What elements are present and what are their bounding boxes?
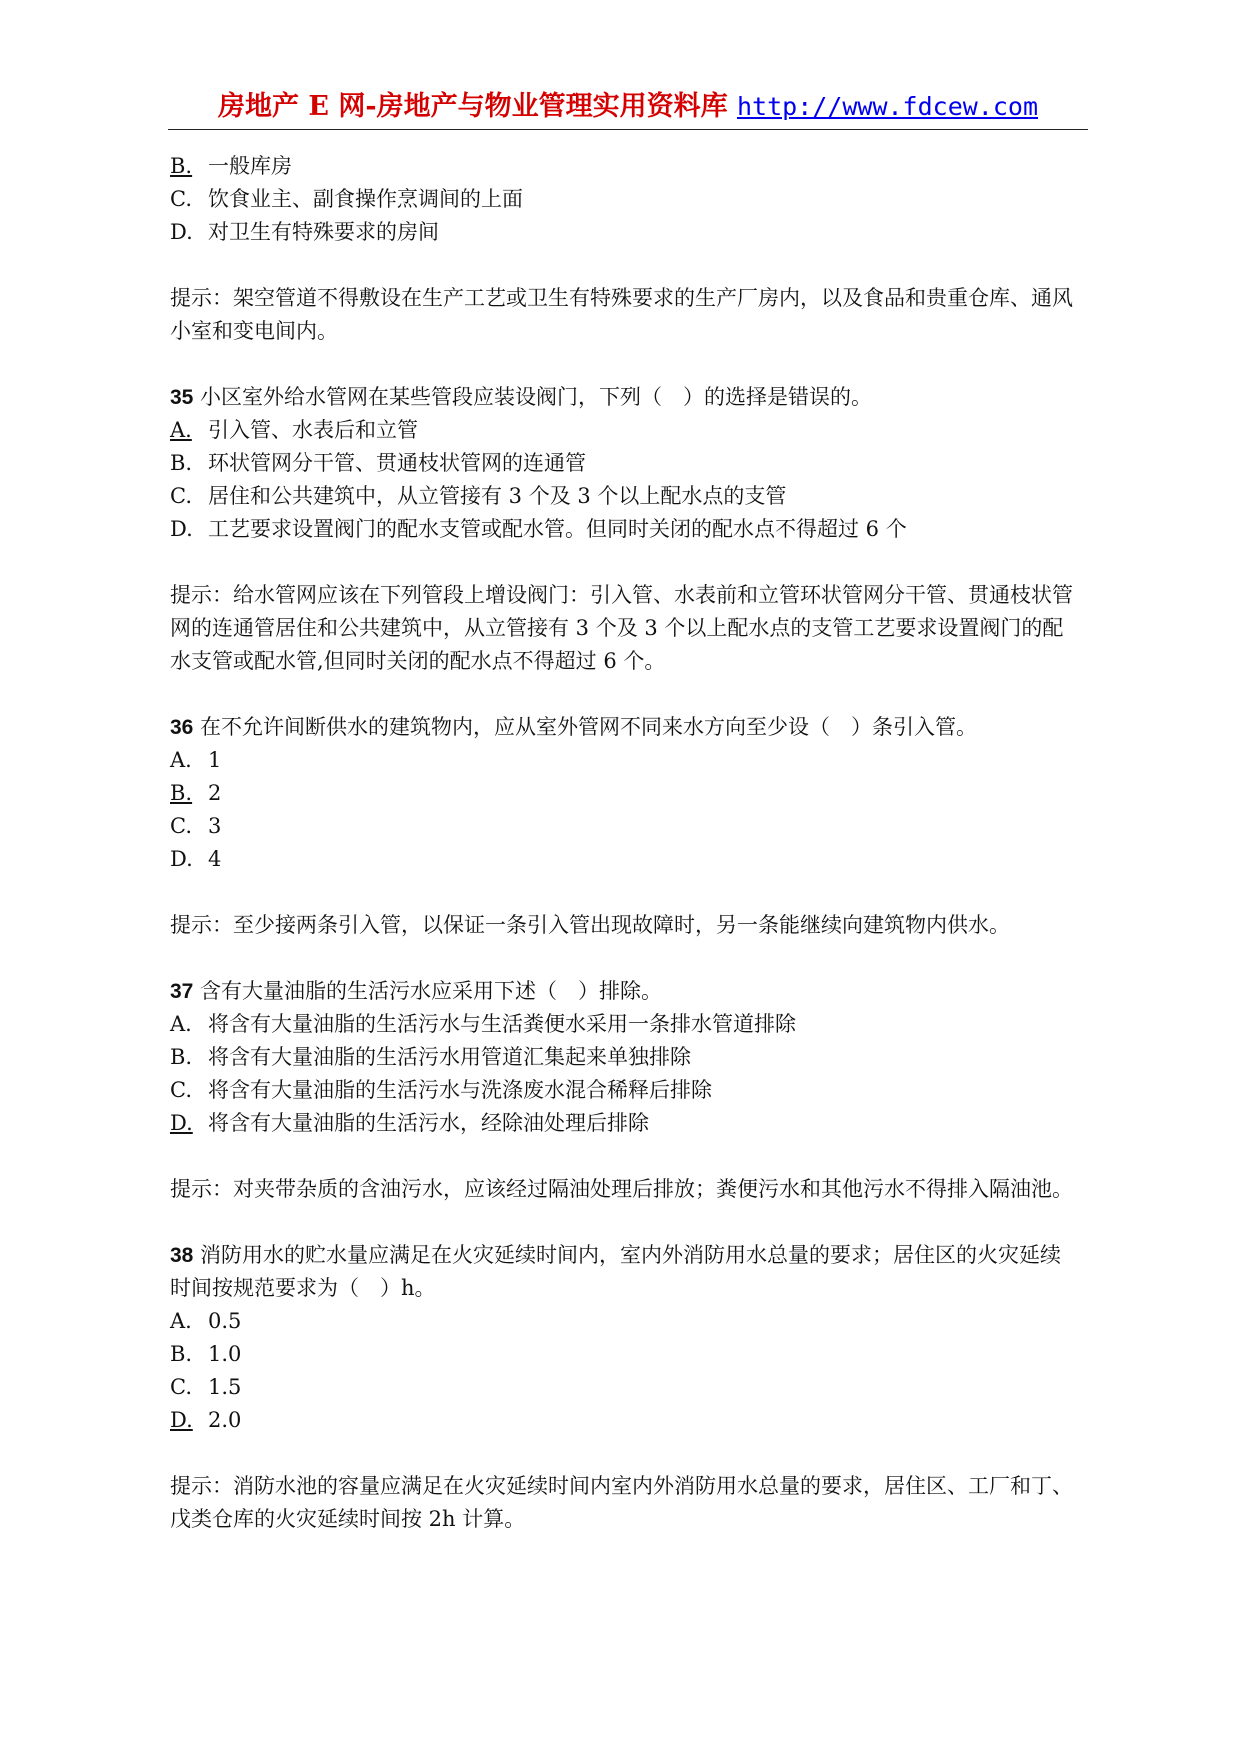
option-letter: C. — [170, 1375, 192, 1399]
question-number: 38 — [170, 1244, 194, 1267]
option-letter: D. — [170, 517, 193, 541]
option-text: 环状管网分干管、贯通枝状管网的连通管 — [208, 451, 586, 475]
option-line — [170, 810, 1090, 843]
page-header — [168, 88, 1088, 126]
question-number: 35 — [170, 386, 194, 409]
option-letter: C. — [170, 814, 192, 838]
option-line — [170, 744, 1090, 777]
spacer — [170, 876, 1090, 909]
option-line — [170, 1338, 1090, 1371]
option-line — [170, 777, 1090, 810]
answer-option-letter: A. — [170, 418, 192, 442]
option-letter: A. — [170, 748, 192, 772]
spacer — [170, 678, 1090, 711]
option-text: 一般库房 — [208, 154, 292, 178]
question-number: 36 — [170, 716, 194, 739]
header-url-link[interactable]: http://www.fdcew.com — [736, 92, 1039, 121]
option-text: 1 — [208, 748, 222, 772]
spacer — [170, 942, 1090, 975]
question-text: 消防用水的贮水量应满足在火灾延续时间内，室内外消防用水总量的要求；居住区的火灾延续时间按规范要求为（ ）h。 — [170, 1243, 1062, 1300]
option-line — [170, 183, 1090, 216]
option-text: 引入管、水表后和立管 — [208, 418, 418, 442]
option-letter: B. — [170, 1045, 193, 1069]
option-text: 饮食业主、副食操作烹调间的上面 — [208, 187, 523, 211]
answer-option-letter: B. — [170, 781, 193, 805]
option-text: 1.0 — [208, 1342, 242, 1366]
option-letter: D. — [170, 220, 193, 244]
option-letter: A. — [170, 1309, 192, 1333]
option-text: 将含有大量油脂的生活污水，经除油处理后排除 — [208, 1111, 649, 1135]
question-stem — [170, 711, 1080, 744]
hint-text: 提示：消防水池的容量应满足在火灾延续时间内室内外消防用水总量的要求，居住区、工厂和丁、戊类仓库的火灾延续时间按 2h 计算。 — [170, 1474, 1073, 1531]
spacer — [170, 546, 1090, 579]
option-line — [170, 1371, 1090, 1404]
question-list — [170, 150, 1090, 1536]
hint-text: 提示：对夹带杂质的含油污水，应该经过隔油处理后排放；粪便污水和其他污水不得排入隔油池。 — [170, 1177, 1073, 1201]
option-letter: C. — [170, 1078, 192, 1102]
question-stem — [170, 1239, 1080, 1305]
option-text: 2.0 — [208, 1408, 242, 1432]
option-letter: C. — [170, 187, 192, 211]
hint-text: 提示：架空管道不得敷设在生产工艺或卫生有特殊要求的生产厂房内，以及食品和贵重仓库、通风小室和变电间内。 — [170, 286, 1073, 343]
option-line — [170, 1404, 1090, 1437]
option-text: 对卫生有特殊要求的房间 — [208, 220, 439, 244]
option-text: 将含有大量油脂的生活污水与洗涤废水混合稀释后排除 — [208, 1078, 712, 1102]
option-line — [170, 843, 1090, 876]
spacer — [170, 1206, 1090, 1239]
option-line — [170, 216, 1090, 249]
spacer — [170, 1437, 1090, 1470]
question-stem — [170, 975, 1080, 1008]
hint-text: 提示：至少接两条引入管，以保证一条引入管出现故障时，另一条能继续向建筑物内供水。 — [170, 913, 1010, 937]
question-text: 小区室外给水管网在某些管段应装设阀门，下列（ ）的选择是错误的。 — [200, 385, 873, 409]
option-letter: B. — [170, 451, 193, 475]
spacer — [170, 249, 1090, 282]
option-line — [170, 414, 1090, 447]
option-line — [170, 150, 1090, 183]
answer-option-letter: D. — [170, 1408, 193, 1432]
option-letter: C. — [170, 484, 192, 508]
option-line — [170, 1107, 1090, 1140]
option-text: 工艺要求设置阀门的配水支管或配水管。但同时关闭的配水点不得超过 6 个 — [208, 517, 907, 541]
option-letter: A. — [170, 1012, 192, 1036]
option-letter: D. — [170, 847, 193, 871]
option-text: 居住和公共建筑中，从立管接有 3 个及 3 个以上配水点的支管 — [208, 484, 787, 508]
option-line — [170, 1041, 1090, 1074]
spacer — [170, 348, 1090, 381]
hint-text: 提示：给水管网应该在下列管段上增设阀门：引入管、水表前和立管环状管网分干管、贯通枝状管网的连通管居住和公共建筑中，从立管接有 3 个及 3 个以上配水点的支管工艺要求设置阀门的配水支管或配水管,但同时关闭的配水点不得超过 6 个。 — [170, 583, 1073, 673]
option-text: 0.5 — [208, 1309, 242, 1333]
option-line — [170, 1305, 1090, 1338]
option-line — [170, 480, 1090, 513]
question-number: 37 — [170, 980, 194, 1003]
question-text: 在不允许间断供水的建筑物内，应从室外管网不同来水方向至少设（ ）条引入管。 — [200, 715, 978, 739]
option-line — [170, 513, 1090, 546]
header-title: 房地产 E 网-房地产与物业管理实用资料库 — [217, 91, 737, 122]
option-line — [170, 1008, 1090, 1041]
option-letter: B. — [170, 1342, 193, 1366]
option-text: 将含有大量油脂的生活污水用管道汇集起来单独排除 — [208, 1045, 691, 1069]
question-stem — [170, 381, 1080, 414]
spacer — [170, 1140, 1090, 1173]
answer-option-letter: D. — [170, 1111, 193, 1135]
option-text: 2 — [208, 781, 222, 805]
question-text: 含有大量油脂的生活污水应采用下述（ ）排除。 — [200, 979, 663, 1003]
option-text: 3 — [208, 814, 222, 838]
header-divider — [168, 129, 1088, 130]
answer-option-letter: B. — [170, 154, 193, 178]
option-text: 将含有大量油脂的生活污水与生活粪便水采用一条排水管道排除 — [208, 1012, 796, 1036]
option-text: 1.5 — [208, 1375, 242, 1399]
option-line — [170, 447, 1090, 480]
option-line — [170, 1074, 1090, 1107]
option-text: 4 — [208, 847, 222, 871]
